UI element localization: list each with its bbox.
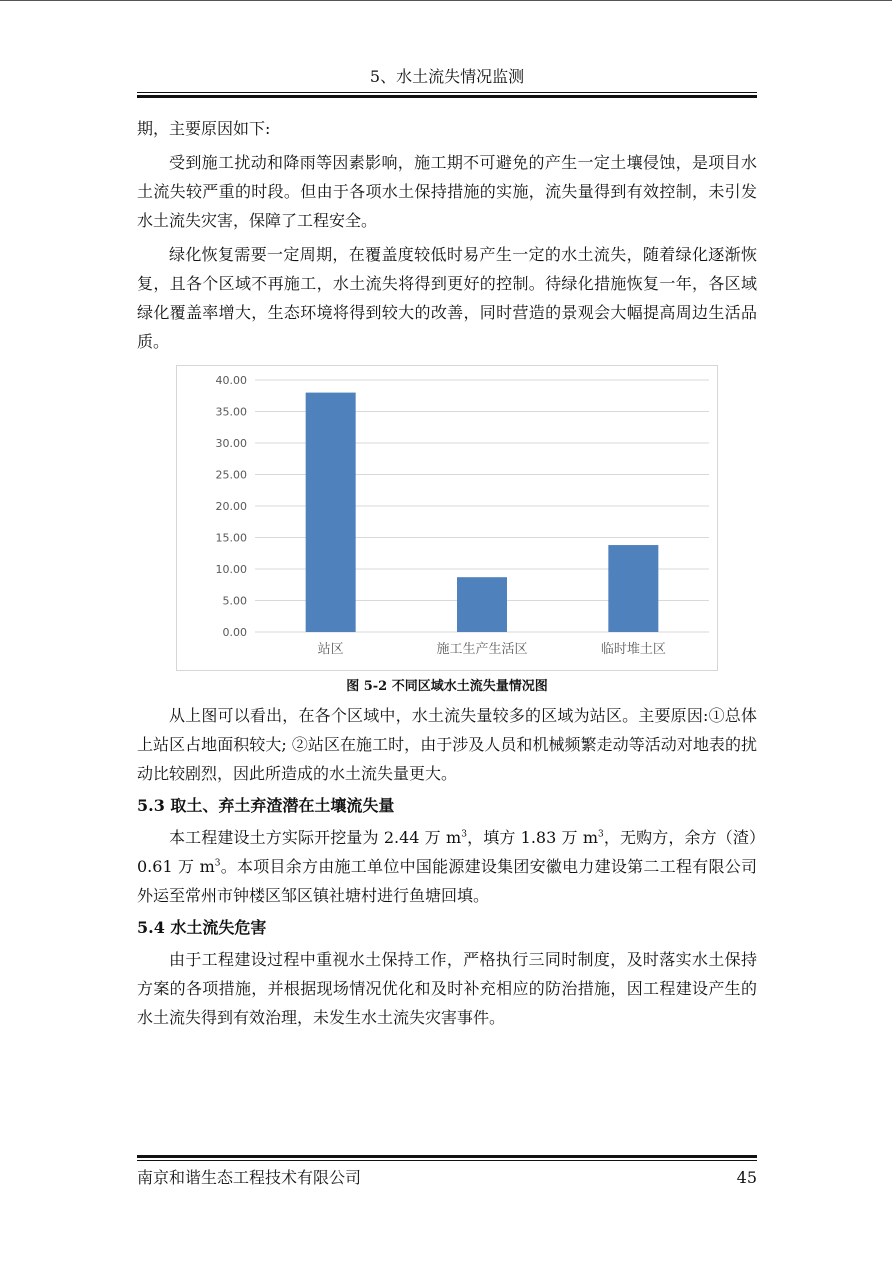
bar-chart-figure — [176, 365, 718, 671]
footer-company: 南京和谐生态工程技术有限公司 — [137, 1168, 362, 1187]
page-footer — [137, 1168, 757, 1188]
paragraph-1: 受到施工扰动和降雨等因素影响，施工期不可避免的产生一定土壤侵蚀，是项目水土流失较严重的时段。但由于各项水土保持措施的实施，流失量得到有效控制，未引发水土流失灾害，保障了工程安全。 — [137, 153, 757, 230]
section-heading-5-3: 5.3 取土、弃土弃渣潜在土壤流失量 — [137, 796, 395, 815]
y-tick-label: 20.00 — [215, 500, 247, 513]
bar — [608, 545, 658, 632]
page-number: 45 — [736, 1168, 757, 1187]
paragraph-3: 从上图可以看出，在各个区域中，水土流失量较多的区域为站区。主要原因:①总体上站区占地面积较大; ②站区在施工时，由于涉及人员和机械频繁走动等活动对地表的扰动比较剧烈，因此所造成的水土流失量更大。 — [137, 706, 757, 783]
y-tick-label: 15.00 — [215, 531, 247, 545]
superscript-3: 3 — [214, 858, 221, 869]
paragraph-4 — [137, 823, 757, 910]
x-tick-label: 临时堆土区 — [600, 642, 666, 657]
bar — [457, 577, 507, 632]
footer-rule-thick — [137, 1155, 757, 1158]
p4-part-d: 。本项目余方由施工单位中国能源建设集团安徽电力建设第二工程有限公司外运至常州市钟楼区邹区镇社塘村进行鱼塘回填。 — [137, 857, 757, 905]
top-border — [0, 0, 892, 1]
y-tick-label: 0.00 — [222, 626, 247, 639]
superscript-3: 3 — [598, 829, 604, 840]
p4-part-a: 本工程建设土方实际开挖量为 2.44 万 m — [169, 828, 462, 847]
p4-part-c: ，无购方，余方（渣）0.61 万 m — [137, 828, 757, 876]
p4-part-b: ，填方 1.83 万 m — [466, 828, 598, 847]
figure-caption: 图 5-2 不同区域水土流失量情况图 — [346, 679, 548, 694]
y-tick-label: 5.00 — [222, 594, 247, 608]
y-tick-label: 30.00 — [215, 437, 247, 450]
header-rule-thick — [137, 95, 757, 98]
section-heading-5-4: 5.4 水土流失危害 — [137, 918, 267, 937]
bar — [306, 393, 356, 632]
y-tick-label: 10.00 — [215, 563, 247, 576]
y-tick-label: 40.00 — [215, 374, 247, 387]
x-tick-label: 施工生产生活区 — [436, 642, 528, 657]
paragraph-5: 由于工程建设过程中重视水土保持工作，严格执行三同时制度，及时落实水土保持方案的各项措施，并根据现场情况优化和及时补充相应的防治措施，因工程建设产生的水土流失得到有效治理，未发生水土流失灾害事件。 — [137, 950, 757, 1027]
superscript-3: 3 — [461, 829, 467, 840]
page-header: 5、水土流失情况监测 — [369, 67, 525, 86]
header-rule-thin — [137, 92, 757, 93]
bar-chart — [177, 366, 717, 670]
y-tick-label: 25.00 — [215, 468, 247, 482]
footer-rule-thin — [137, 1160, 757, 1161]
paragraph-2: 绿化恢复需要一定周期，在覆盖度较低时易产生一定的水土流失，随着绿化逐渐恢复，且各个区域不再施工，水土流失将得到更好的控制。待绿化措施恢复一年，各区域绿化覆盖率增大，生态环境将得到较大的改善，同时营造的景观会大幅提高周边生活品质。 — [137, 245, 757, 351]
paragraph-0: 期，主要原因如下: — [137, 119, 271, 138]
page-body — [137, 114, 757, 1032]
y-tick-label: 35.00 — [215, 405, 247, 419]
x-tick-label: 站区 — [317, 642, 344, 657]
